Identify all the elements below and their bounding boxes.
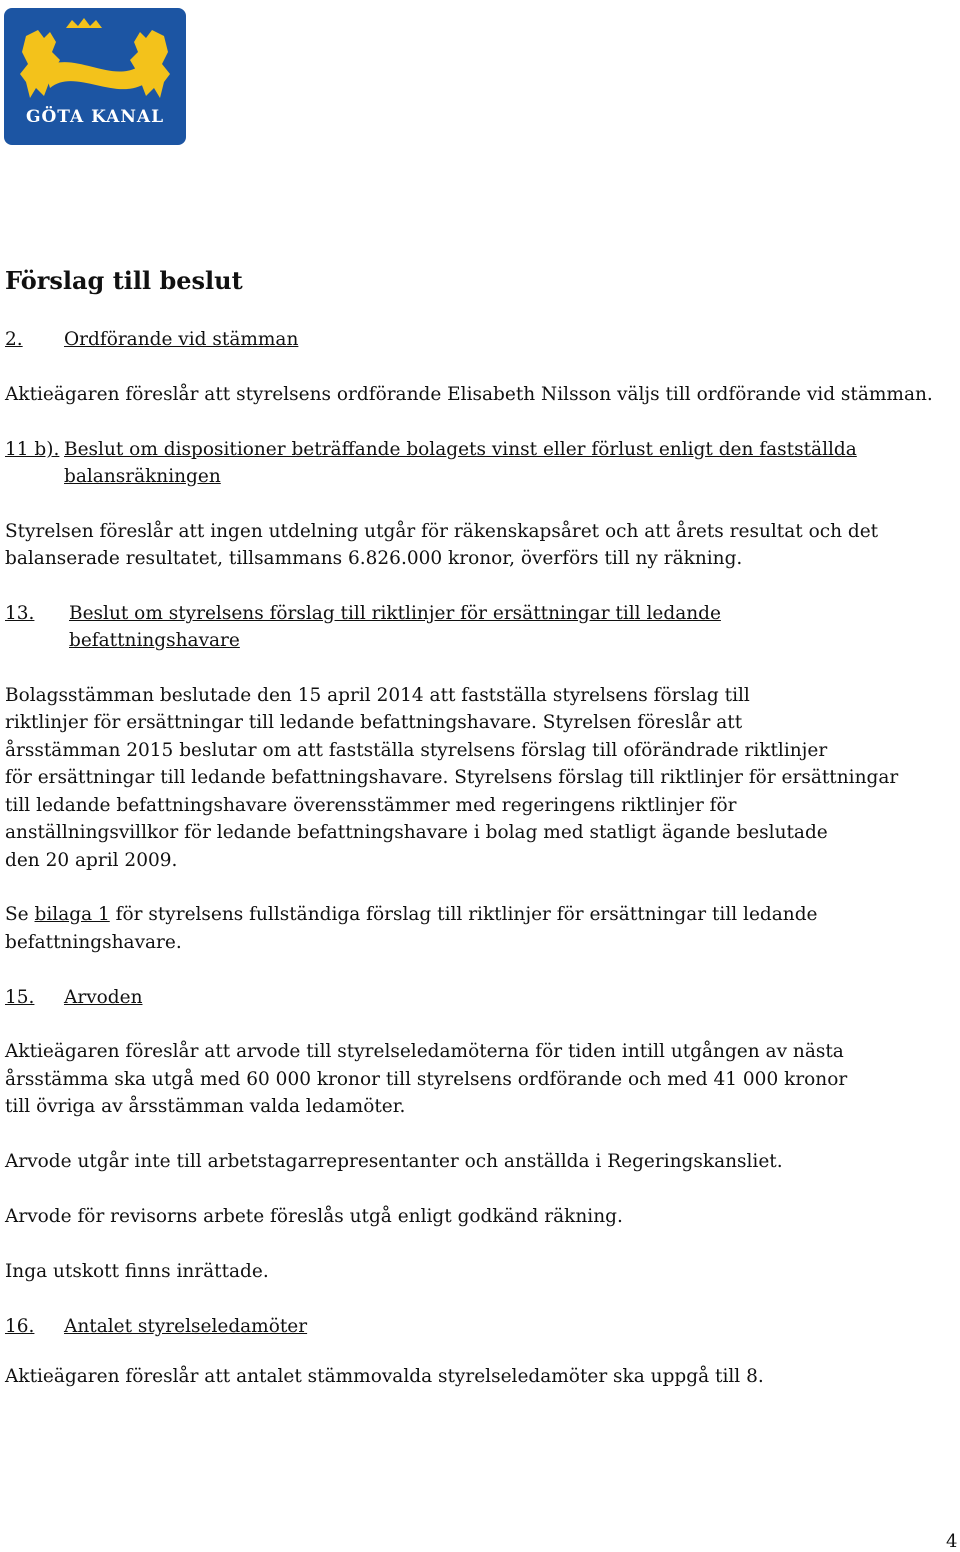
see-suffix: för styrelsens fullständiga förslag till riktlinjer för ersättningar till ledande [109, 904, 818, 925]
item-15-text-line-1: Aktieägaren föreslår att arvode till styrelseledamöterna för tiden intill utgången av nästa [5, 1041, 844, 1062]
item-13-text-line-4: för ersättningar till ledande befattningshavare. Styrelsens förslag till riktlinjer för ersättningar [5, 767, 899, 788]
see-prefix: Se [5, 904, 35, 925]
item-11b-heading-line-1: Beslut om dispositioner beträffande bolagets vinst eller förlust enligt den fastställda [64, 439, 857, 460]
item-13-heading-line-1: Beslut om styrelsens förslag till riktlinjer för ersättningar till ledande [69, 603, 721, 624]
item-13-text-line-3: årsstämman 2015 beslutar om att fastställa styrelsens förslag till oförändrade riktlinjer [5, 740, 828, 761]
item-13-see-line-1 [5, 901, 818, 929]
item-11b-text-line-1: Styrelsen föreslår att ingen utdelning utgår för räkenskapsåret och att årets resultat och det [5, 521, 879, 542]
item-2-heading: Ordförande vid stämman [64, 329, 299, 350]
item-2-text: Aktieägaren föreslår att styrelsens ordförande Elisabeth Nilsson väljs till ordförande vid stämman. [5, 384, 933, 405]
item-15-text-line-3: till övriga av årsstämman valda ledamöter. [5, 1096, 406, 1117]
item-16-number: 16. [5, 1316, 35, 1337]
item-16-heading: Antalet styrelseledamöter [64, 1316, 308, 1337]
logo-text: GÖTA KANAL [25, 107, 165, 127]
item-11b-text-line-2: balanserade resultatet, tillsammans 6.826.000 kronor, överförs till ny räkning. [5, 548, 743, 569]
item-11b-number: 11 b). [5, 439, 60, 460]
item-13-text-line-2: riktlinjer för ersättningar till ledande befattningshavare. Styrelsen föreslår att [5, 712, 743, 733]
gota-kanal-logo [4, 8, 186, 145]
item-13-text-line-7: den 20 april 2009. [5, 850, 178, 871]
item-13-text-line-5: till ledande befattningshavare överensstämmer med regeringens riktlinjer för [5, 795, 737, 816]
item-15-heading: Arvoden [64, 987, 143, 1008]
page-title: Förslag till beslut [5, 266, 243, 295]
item-13-see-line-2: befattningshavare. [5, 932, 182, 953]
item-16-text: Aktieägaren föreslår att antalet stämmovalda styrelseledamöter ska uppgå till 8. [5, 1366, 764, 1387]
bilaga-1-link[interactable]: bilaga 1 [34, 904, 110, 925]
item-15-number: 15. [5, 987, 35, 1008]
item-13-text-line-1: Bolagsstämman beslutade den 15 april 2014 att fastställa styrelsens förslag till [5, 685, 750, 706]
item-11b-heading-line-2: balansräkningen [64, 466, 221, 487]
item-15-paragraph-2: Arvode utgår inte till arbetstagarrepresentanter och anställda i Regeringskansliet. [5, 1151, 783, 1172]
item-13-text-line-6: anställningsvillkor för ledande befattningshavare i bolag med statligt ägande beslutade [5, 822, 828, 843]
item-15-text-line-2: årsstämma ska utgå med 60 000 kronor till styrelsens ordförande och med 41 000 kronor [5, 1069, 848, 1090]
item-13-heading-line-2: befattningshavare [69, 630, 240, 651]
page-number: 4 [946, 1531, 958, 1552]
item-2-number: 2. [5, 329, 23, 350]
item-13-number: 13. [5, 603, 35, 624]
item-15-paragraph-3: Arvode för revisorns arbete föreslås utgå enligt godkänd räkning. [5, 1206, 623, 1227]
item-15-paragraph-4: Inga utskott finns inrättade. [5, 1261, 269, 1282]
